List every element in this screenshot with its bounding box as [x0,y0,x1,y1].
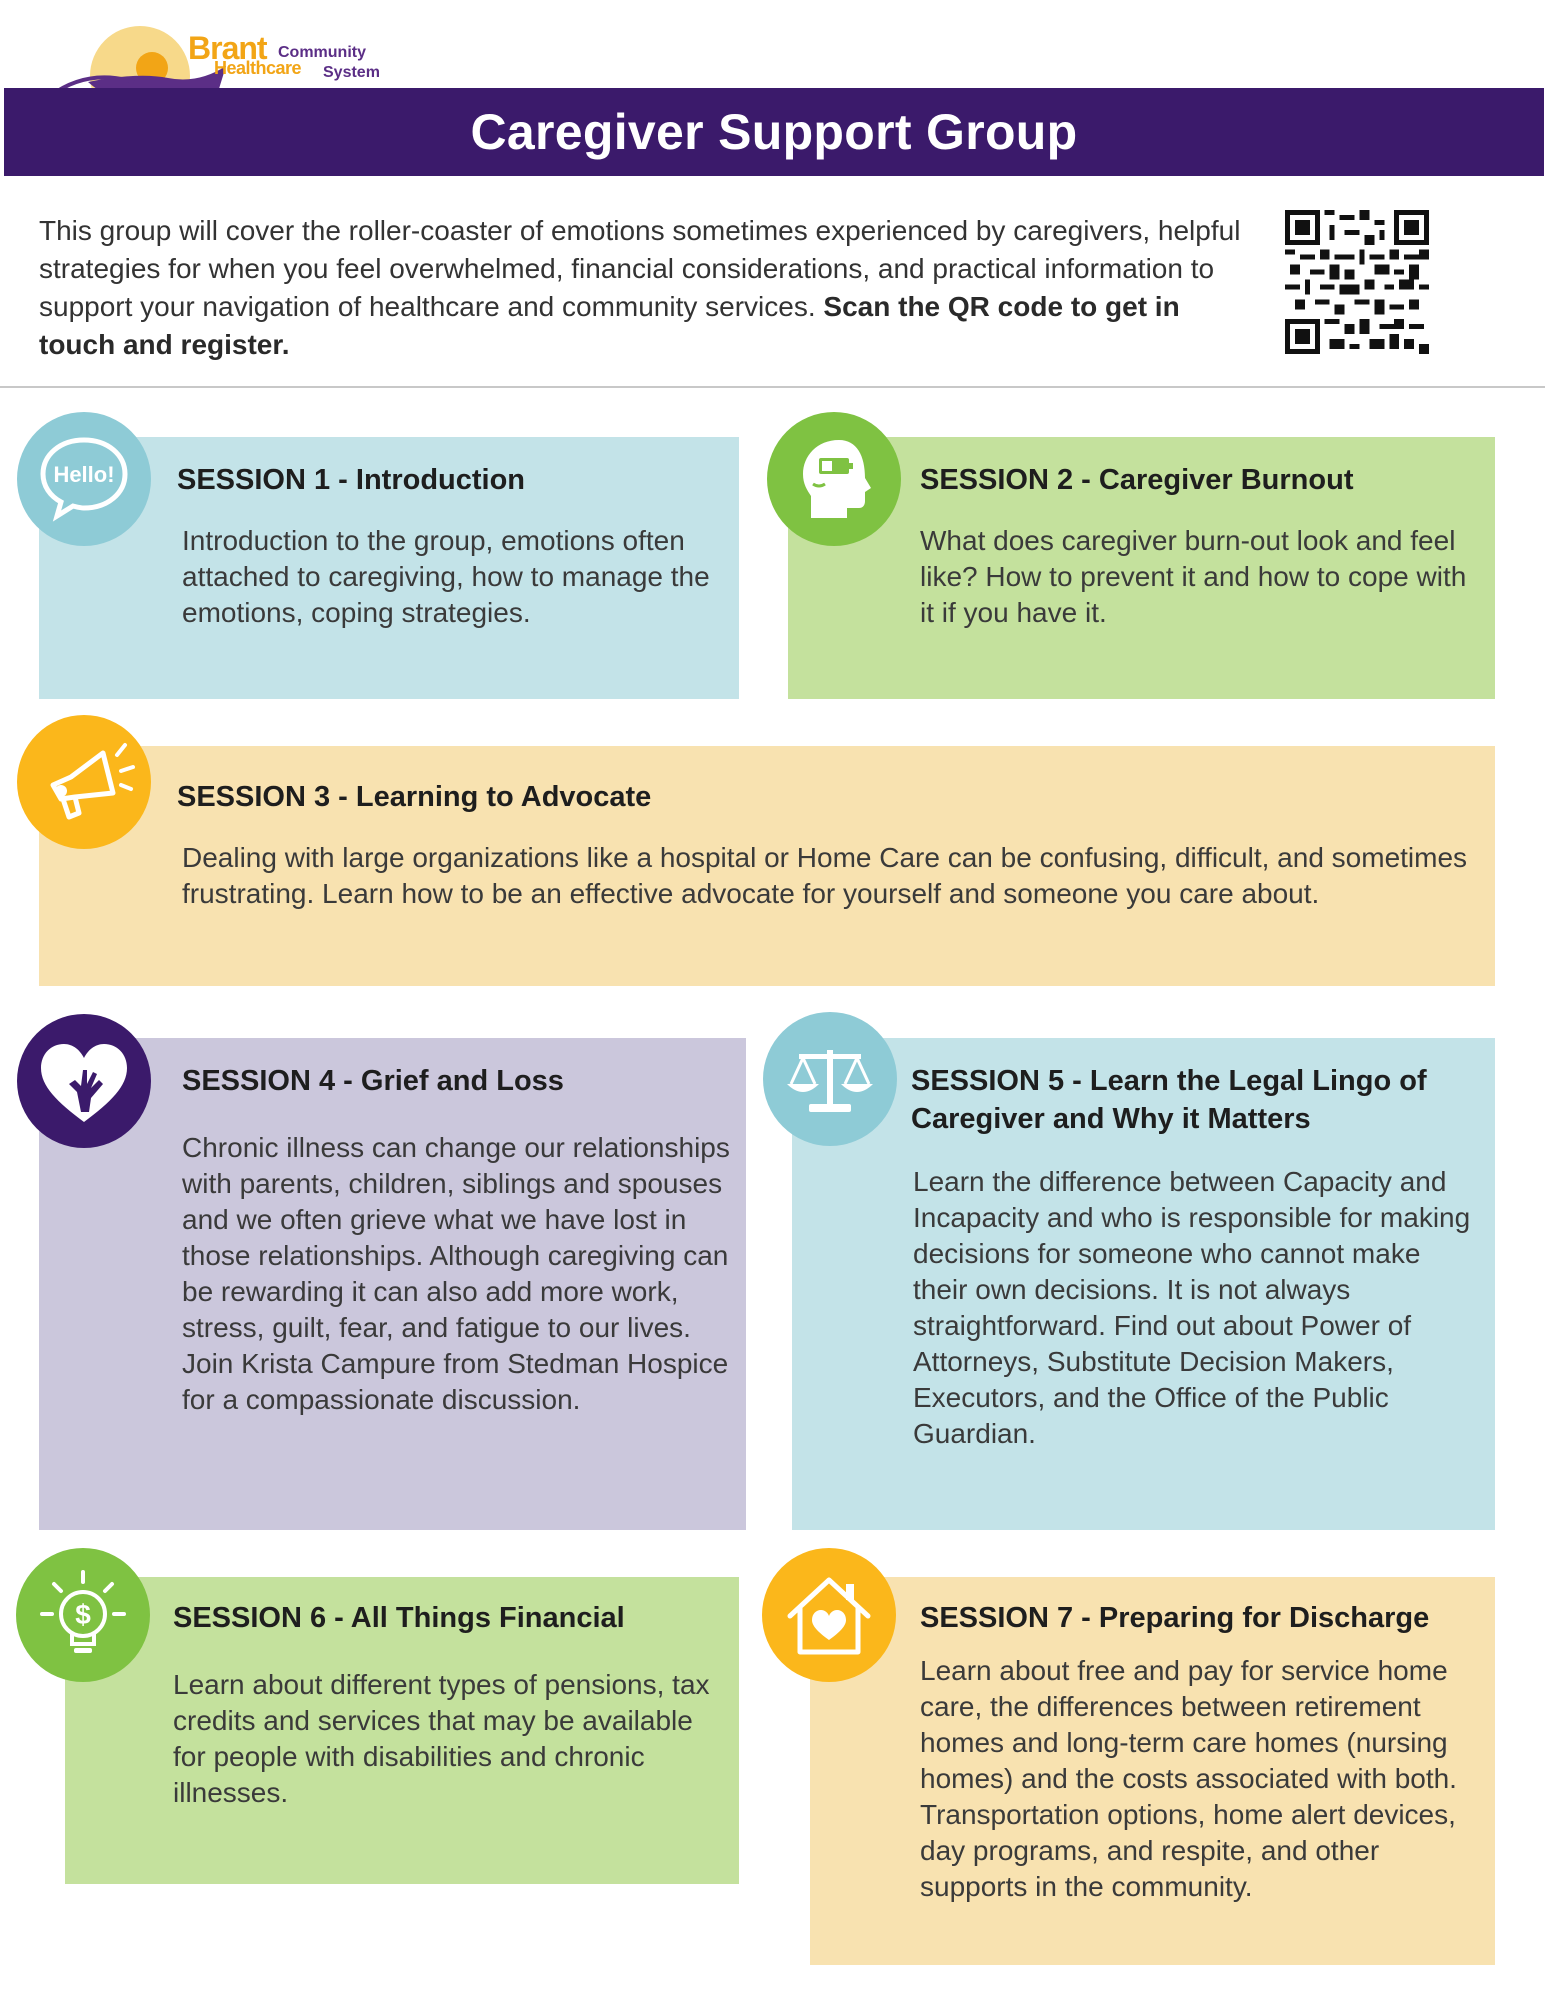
session-7-title: SESSION 7 - Preparing for Discharge [920,1602,1430,1634]
lightbulb-dollar-icon [16,1548,150,1682]
head-battery-icon [767,412,901,546]
logo-brant-text: Brant [188,30,267,66]
qr-code[interactable] [1285,210,1429,354]
title-banner [4,88,1544,176]
session-7-card [810,1577,1495,1965]
logo-system-text: System [323,64,380,81]
session-2-title: SESSION 2 - Caregiver Burnout [920,464,1354,496]
session-1-title: SESSION 1 - Introduction [177,464,526,496]
session-6-title: SESSION 6 - All Things Financial [173,1602,625,1634]
qr-code-image [1285,210,1429,354]
page-title: Caregiver Support Group [470,104,1078,160]
heart-hands-icon [17,1014,151,1148]
session-7-body: Learn about free and pay for service home care, the differences between retirement homes and long-term care homes (nursing homes) and the costs associated with both. Transportation options, home alert devices, day programs, and respite, and other supports in the community. [920,1655,1457,1902]
session-6-card [65,1577,739,1884]
session-4-title: SESSION 4 - Grief and Loss [182,1065,564,1097]
house-heart-icon [762,1548,896,1682]
session-6-body: Learn about different types of pensions, tax credits and services that may be available for people with disabilities and chronic illnesses. [173,1669,710,1808]
session-5-title: SESSION 5 - Learn the Legal Lingo of Caregiver and Why it Matters [911,1065,1427,1135]
hello-icon-label: Hello! [53,462,115,487]
session-2-body: What does caregiver burn-out look and feel like? How to prevent it and how to cope with it if you have it. [920,525,1467,628]
session-3-card [39,746,1495,986]
logo-community-text: Community [278,44,366,61]
intro-text: This group will cover the roller-coaster of emotions sometimes experienced by caregivers, helpful strategies for when you feel overwhelmed, financial considerations, and practical information to support your navigation of healthcare and community services. [39,215,1241,322]
session-5-card [792,1038,1495,1530]
session-3-title: SESSION 3 - Learning to Advocate [177,781,652,813]
speech-bubble-hello-icon [17,412,151,546]
session-1-body: Introduction to the group, emotions often attached to caregiving, how to manage the emotions, coping strategies. [182,525,710,628]
scales-icon [763,1012,897,1146]
svg-text:$: $ [75,1599,91,1630]
section-divider [0,386,1545,388]
session-3-body: Dealing with large organizations like a hospital or Home Care can be confusing, difficult, and sometimes frustrating. Learn how to be an effective advocate for yourself and someone you care about. [182,842,1468,909]
logo-healthcare-text: Healthcare [214,58,302,78]
intro-cta: Scan the QR code to get in touch and register. [39,291,1180,360]
intro-paragraph [39,212,1249,364]
megaphone-icon [17,715,151,849]
session-4-body: Chronic illness can change our relationships with parents, children, siblings and spouses and we often grieve what we have lost in those relationships. Although caregiving can be rewarding it can also add more work, stress, guilt, fear, and fatigue to our lives. Join Krista Campure from Stedman Hospice for a compassionate discussion. [182,1132,730,1415]
session-5-body: Learn the difference between Capacity and Incapacity and who is responsible for making decisions for someone who cannot make their own decisions. It is not always straightforward. Find out about Power of Attorneys, Substitute Decision Makers, Executors, and the Office of the Public Guardian. [913,1166,1471,1449]
